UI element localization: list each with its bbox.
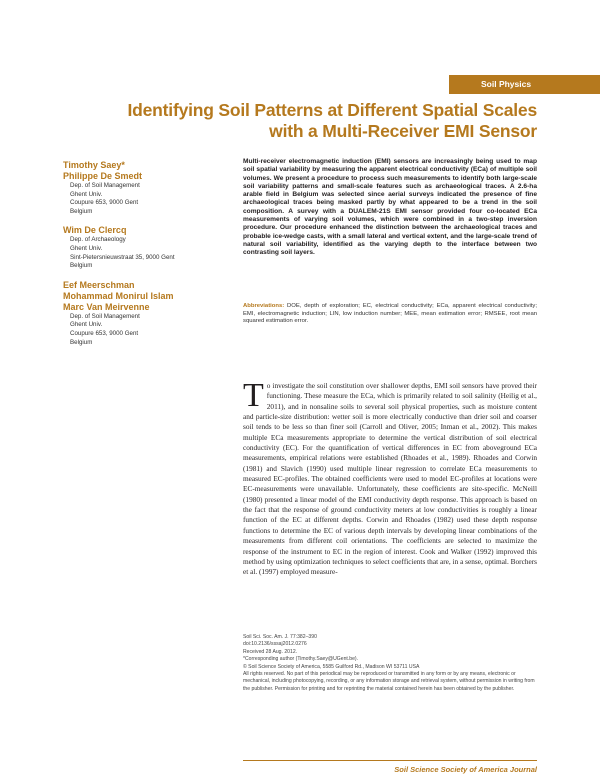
copyright-line: © Soil Science Society of America, 5585 Guilford Rd., Madison WI 53711 USA bbox=[243, 663, 420, 670]
footnotes bbox=[243, 634, 537, 693]
citation-line: Soil Sci. Soc. Am. J. 77:382–390 bbox=[243, 634, 317, 640]
journal-name: Soil Science Society of America Journal bbox=[394, 765, 537, 774]
author-name: Marc Van Meirvenne bbox=[63, 301, 150, 312]
author-group-3 bbox=[63, 280, 243, 347]
author-name: Philippe De Smedt bbox=[63, 171, 143, 181]
affiliation-line: Belgium bbox=[70, 262, 93, 270]
section-tag: Soil Physics bbox=[449, 75, 600, 94]
doi-line: doi:10.2136/sssaj2012.0276 bbox=[243, 641, 307, 648]
abbreviations-text: DOE, depth of exploration; EC, electrical conductivity; ECa, apparent electrical conductivity; EMI, electromagnetic induction; LIN, low induction number; MEE, mean estimation error; RMSEE, root mean squared estimation error. bbox=[243, 303, 537, 325]
affiliation-line: Ghent Univ. bbox=[70, 190, 103, 198]
affiliation-line: Belgium bbox=[70, 207, 93, 215]
affiliation-line: Belgium bbox=[70, 338, 93, 346]
article-title: Identifying Soil Patterns at Different Spatial Scales with a Multi-Receiver EMI Sensor bbox=[127, 100, 537, 141]
body-text bbox=[243, 377, 537, 578]
affiliation-line: Ghent Univ. bbox=[70, 321, 103, 329]
rights-notice: All rights reserved. No part of this periodical may be reproduced or transmitted in any form or by any means, electronic or mechanical, including photocopying, recording, or any information storage and retrieval system, without permission in writing from the publisher. Permission for printing and for reprinting the material contained herein has been obtained by the publisher. bbox=[243, 671, 535, 692]
affiliation-line: Dep. of Archaeology bbox=[70, 236, 126, 244]
corresponding-author-line: *Corresponding author (Timothy.Saey@UGent.be). bbox=[243, 656, 359, 663]
drop-cap: T bbox=[243, 377, 264, 414]
author-group-1 bbox=[63, 160, 243, 216]
affiliation-line: Ghent Univ. bbox=[70, 244, 103, 252]
received-line: Received 28 Aug. 2012. bbox=[243, 648, 298, 655]
author-block bbox=[63, 160, 243, 356]
affiliation-line: Sint-Pietersnieuwstraat 35, 9000 Gent bbox=[70, 253, 175, 261]
abbreviations bbox=[243, 303, 537, 326]
author-name: Eef Meerschman bbox=[63, 279, 135, 290]
affiliation-line: Coupure 653, 9000 Gent bbox=[70, 199, 139, 207]
affiliation-line: Dep. of Soil Management bbox=[70, 312, 140, 320]
body-paragraph: o investigate the soil constitution over shallower depths, EMI soil sensors have proved their functioning. These measure the ECa, which is primarily related to soil salinity (Heilig et al., 2011), and in nonsaline soils to several soil physical properties, such as moisture content and particle-size distribution: wetter soil is more electrically conductive than drier soil and coarser soil tends to be less so than finer soil (Carroll and Oliver, 2005; Inman et al., 2002). This makes multiple ECa measurements appropriate to determine the vertical distribution of soil electrical conductivity (EC). For the quantification of vertical differences in EC from aboveground ECa measurements, empirical relations were established (Rhoades et al., 1989). Rhoades and Corwin (1981) and Slavich (1990) used multiple linear regression to correlate ECa measurements to measured EC-profiles. The obtained coefficients were used to model EC-profiles at locations were EC-measurements were unavailable. Unfortunately, these coefficients are site-specific. McNeill (1980) presented a linear model of the EMI conductivity depth response. This approach is based on the fact that the response of ground conductivity meters at low conductivities is roughly a linear function of the EC at different depths. Corwin and Rhoades (1982) used these depth response functions to determine the EC of various depth intervals by developing linear combinations of the measurements from different coil orientations. The coefficients are selected to maximize the response of the instrument to EC in the region of interest. Cook and Walker (1992) improved this method by using optimization techniques to select coefficients that are, in a sense, optimal. Borchers et al. (1997) employed measure- bbox=[243, 381, 537, 577]
footer-rule bbox=[243, 760, 537, 761]
author-group-2 bbox=[63, 225, 243, 270]
abstract: Multi-receiver electromagnetic induction (EMI) sensors are increasingly being used to map soil spatial variability by measuring the apparent electrical conductivity (ECa) of multiple soil volumes. We present a procedure to process such measurements to identify both large-scale soil variability patterns and small-scale features such as archaeological traces. A 2.6-ha arable field in Belgium was selected since aerial surveys indicated the presence of fine archaeological traces being masked partly by what appeared to be a trend in the soil composition. A survey with a DUALEM-21S EMI sensor provided four co-located ECa measurements of varying soil volumes, which were combined in a two-step inversion procedure. Our procedure enhanced the distinction between the archaeological traces and probable ice-wedge casts, with a small lateral and vertical extent, and the large-scale trend of natural soil variability, identified as the varying depth to the interface between two contrasting soil layers. bbox=[243, 158, 537, 257]
author-name: Mohammad Monirul Islam bbox=[63, 290, 174, 301]
affiliation-line: Coupure 653, 9000 Gent bbox=[70, 329, 139, 337]
affiliation-line: Dep. of Soil Management bbox=[70, 182, 140, 189]
abbreviations-label: Abbreviations: bbox=[243, 303, 285, 309]
author-name: Timothy Saey* bbox=[63, 160, 125, 170]
author-name: Wim De Clercq bbox=[63, 225, 127, 236]
